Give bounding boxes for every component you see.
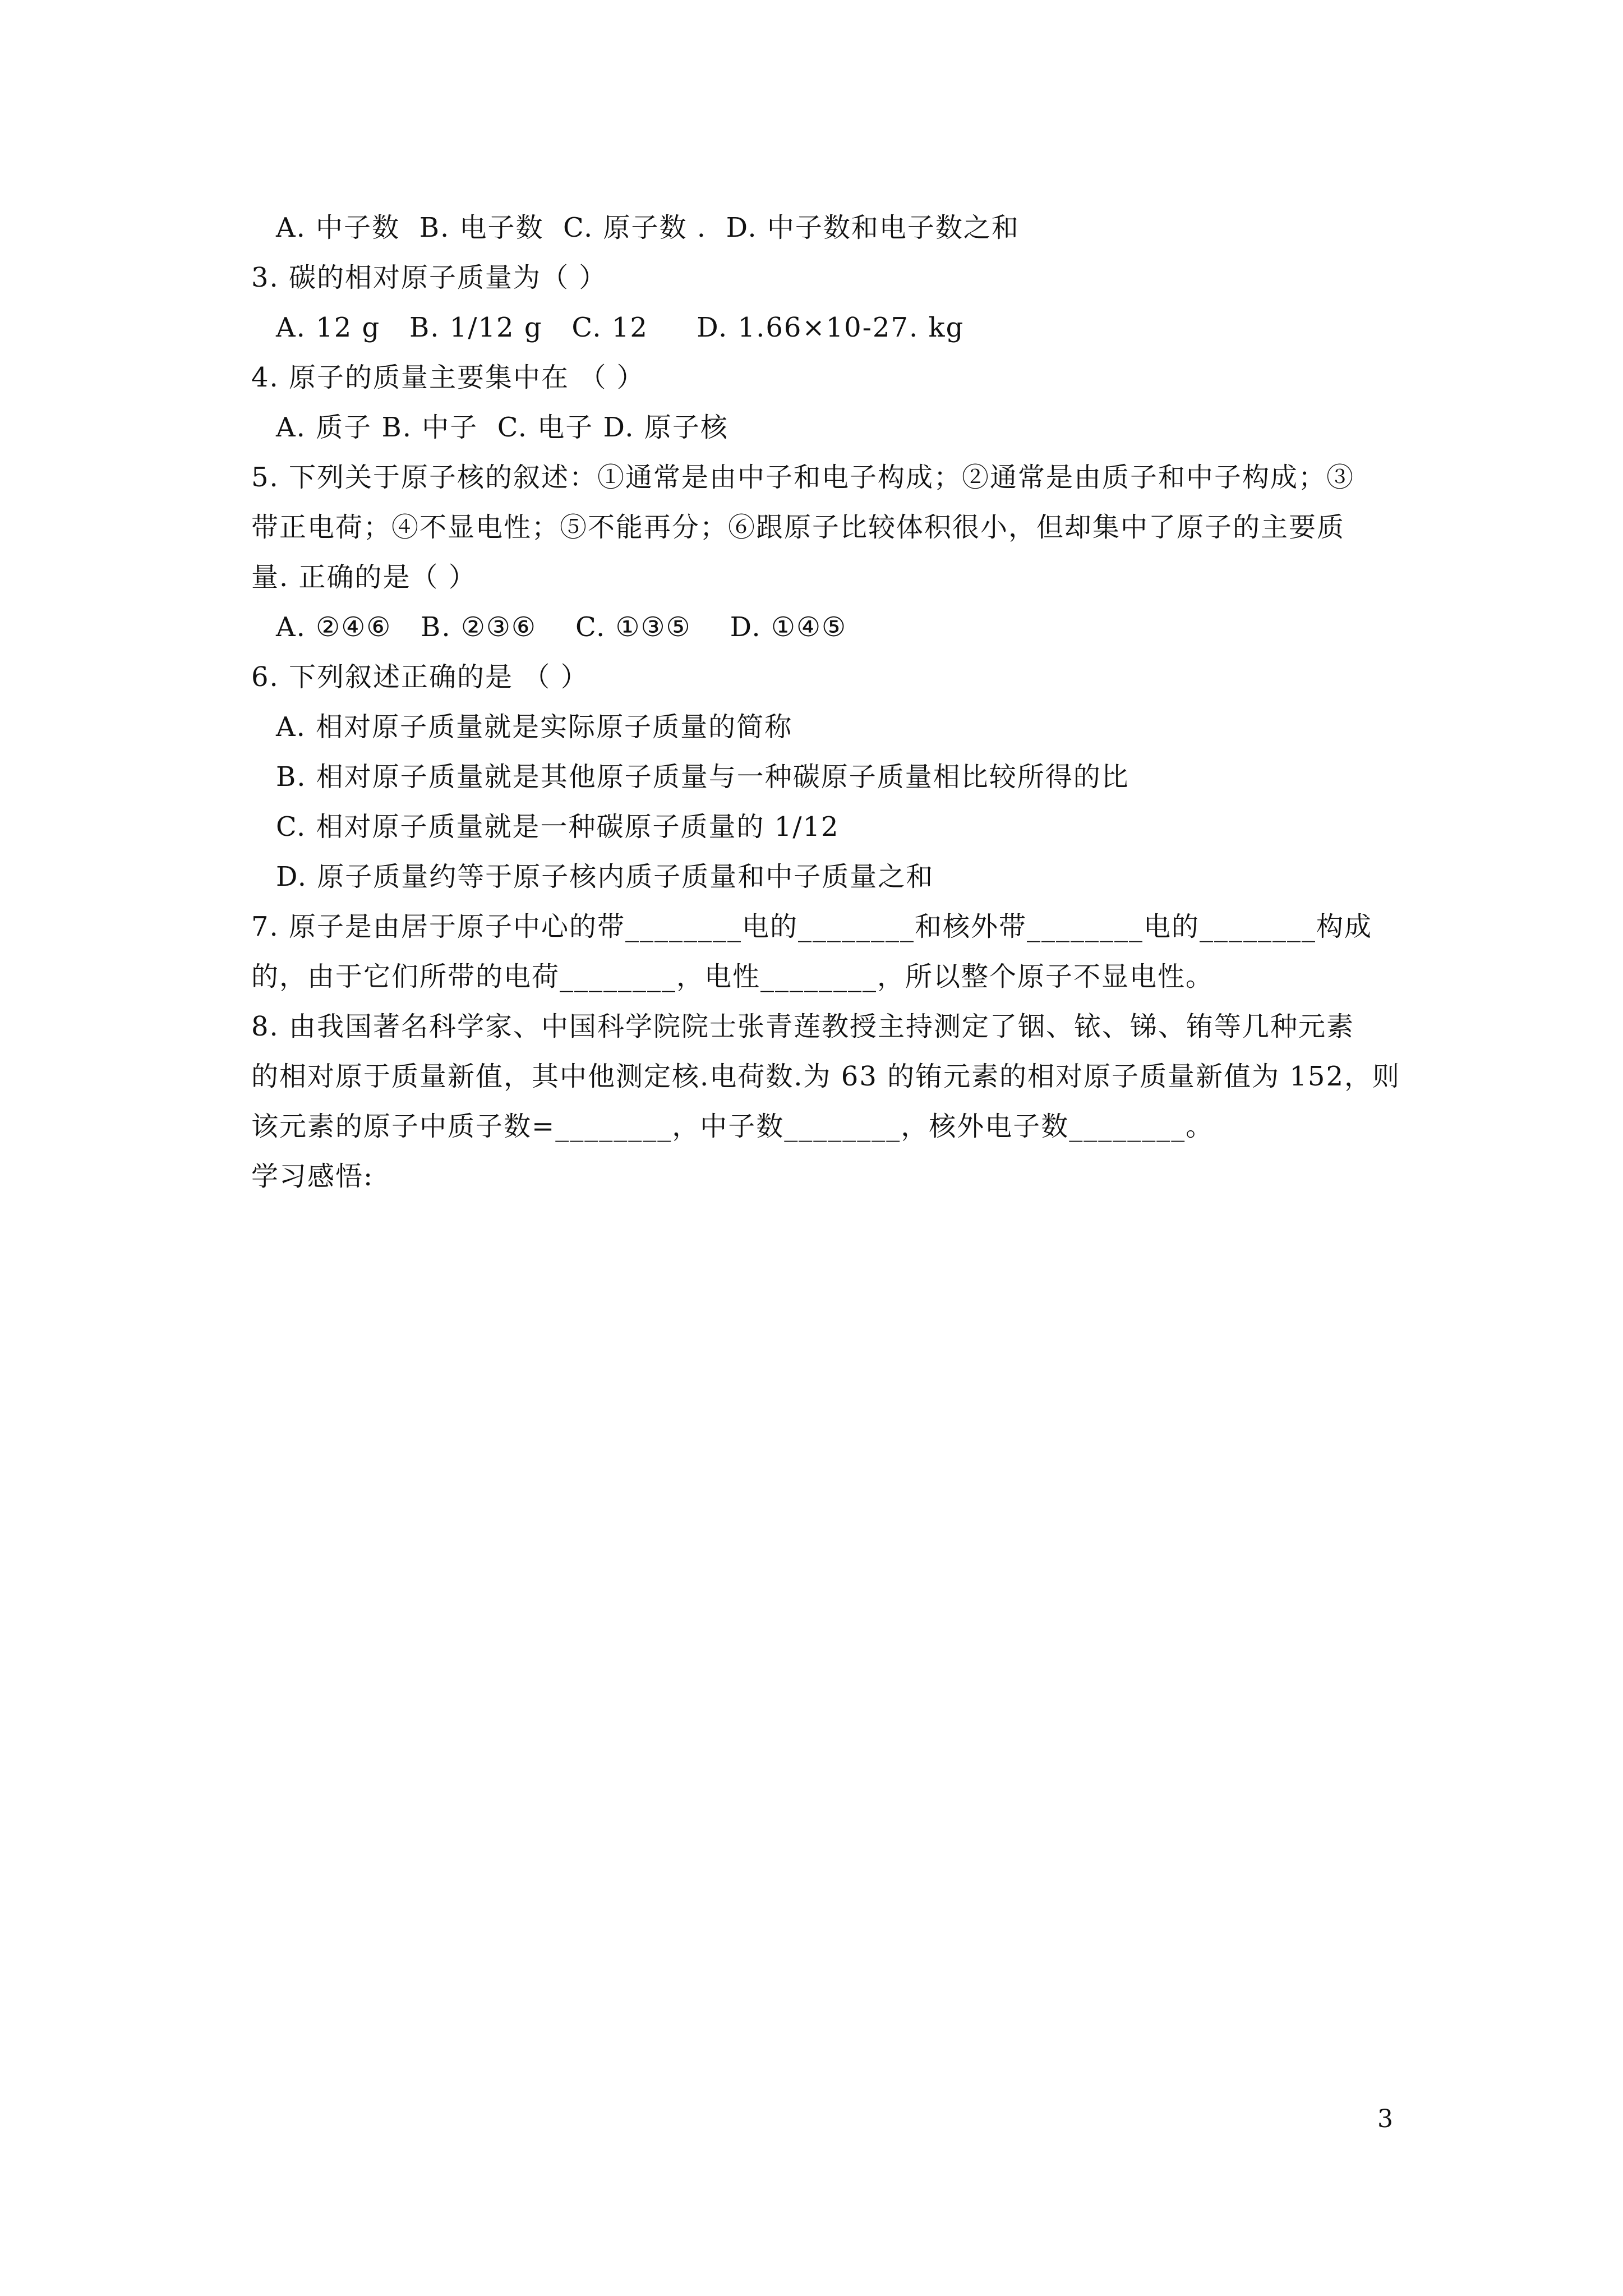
q3-options: A. 12 g B. 1/12 g C. 12 D. 1.66×10-27. kg xyxy=(276,312,965,343)
q8-line-1: 8. 由我国著名科学家、中国科学院院士张青莲教授主持测定了铟、铱、锑、铕等几种元素 xyxy=(251,1011,1355,1042)
reflection-label: 学习感悟: xyxy=(251,1161,374,1192)
q5-options: A. ②④⑥ B. ②③⑥ C. ①③⑤ D. ①④⑤ xyxy=(276,611,847,643)
q5-stem-line-2: 带正电荷；④不显电性；⑤不能再分；⑥跟原子比较体积很小，但却集中了原子的主要质 xyxy=(251,512,1345,543)
q4-stem: 4. 原子的质量主要集中在 （ ） xyxy=(251,362,645,393)
q7-line-1: 7. 原子是由居于原子中心的带________电的________和核外带________电的________构成 xyxy=(251,911,1373,942)
page-number: 3 xyxy=(1377,2105,1393,2133)
q6-option-b: B. 相对原子质量就是其他原子质量与一种碳原子质量相比较所得的比 xyxy=(276,761,1129,793)
q6-option-c: C. 相对原子质量就是一种碳原子质量的 1/12 xyxy=(276,811,840,843)
q6-option-a: A. 相对原子质量就是实际原子质量的简称 xyxy=(276,711,793,743)
q8-line-2: 的相对原于质量新值，其中他测定核.电荷数.为 63 的铕元素的相对原子质量新值为 152，则 xyxy=(251,1061,1400,1092)
q2-options: A. 中子数 B. 电子数 C. 原子数 . D. 中子数和电子数之和 xyxy=(276,212,1020,243)
q6-stem: 6. 下列叙述正确的是 （ ） xyxy=(251,661,589,693)
q4-options: A. 质子 B. 中子 C. 电子 D. 原子核 xyxy=(276,412,728,443)
q6-option-d: D. 原子质量约等于原子核内质子质量和中子质量之和 xyxy=(276,861,934,892)
q5-stem-line-3: 量. 正确的是（ ） xyxy=(251,562,477,593)
q8-line-3: 该元素的原子中质子数=________，中子数________，核外电子数________。 xyxy=(251,1111,1214,1142)
q7-line-2: 的，由于它们所带的电荷________，电性________，所以整个原子不显电性。 xyxy=(251,961,1214,992)
q3-stem: 3. 碳的相对原子质量为（ ） xyxy=(251,262,607,293)
question-content xyxy=(251,203,1400,1202)
q5-stem-line-1: 5. 下列关于原子核的叙述：①通常是由中子和电子构成；②通常是由质子和中子构成；③ xyxy=(251,462,1355,493)
